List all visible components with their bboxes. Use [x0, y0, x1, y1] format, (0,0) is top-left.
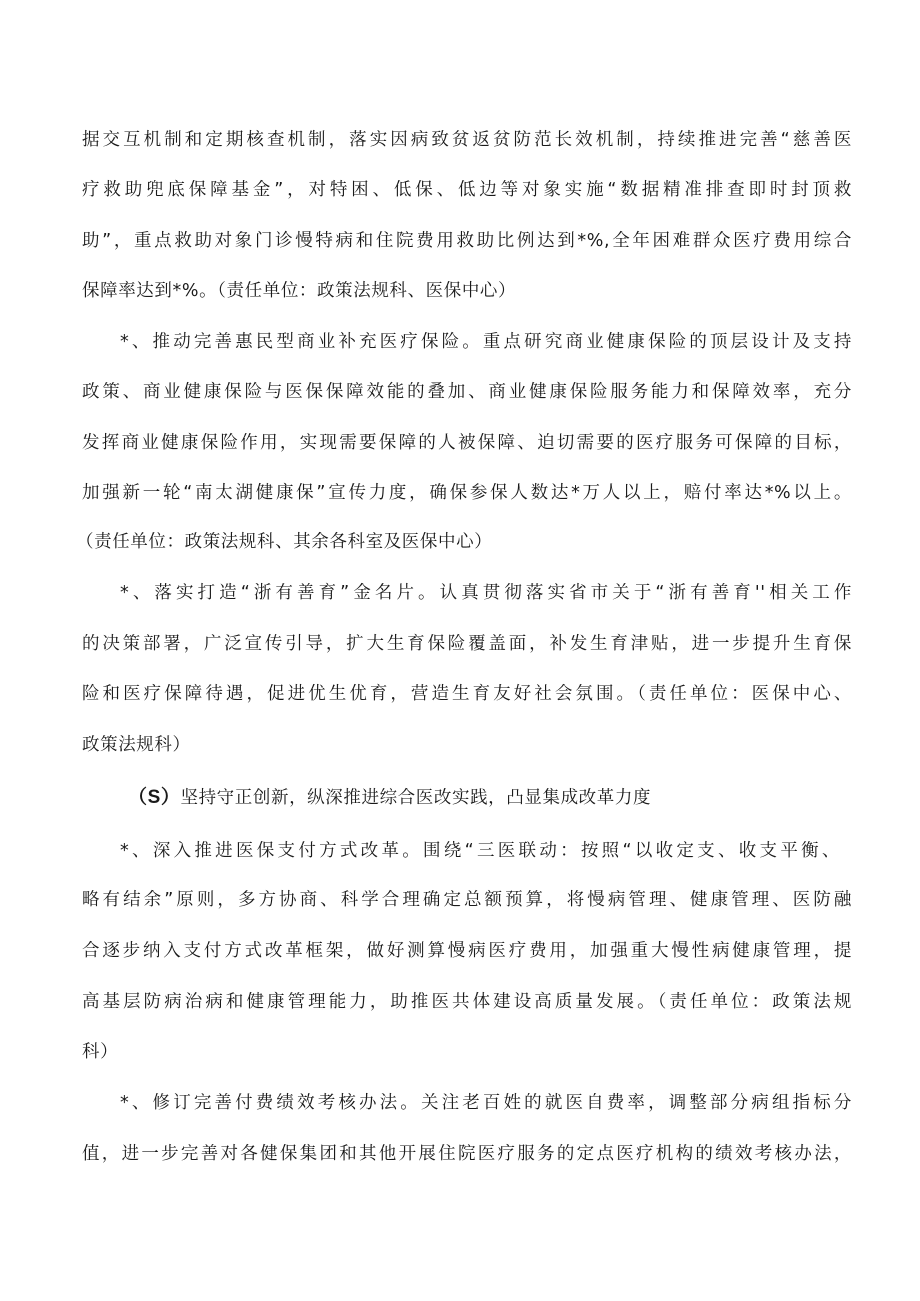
paragraph-2-line-2: 政策、商业健康保险与医保保障效能的叠加、商业健康保险服务能力和保障效率，充分	[82, 382, 852, 402]
paragraph-4-line-1: *、深入推进医保支付方式改革。围绕“三医联动：按照“以收定支、收支平衡、	[120, 841, 840, 861]
paragraph-4-line-3: 合逐步纳入支付方式改革框架，做好测算慢病医疗费用，加强重大慢性病健康管理，提	[82, 941, 852, 961]
paragraph-3-line-2: 的决策部署，广泛宣传引导，扩大生育保险覆盖面，补发生育津贴，进一步提升生育保	[82, 634, 852, 654]
paragraph-4-line-5: 科）	[82, 1042, 119, 1062]
paragraph-1-line-4: 保障率达到*%。（责任单位：政策法规科、医保中心）	[82, 281, 517, 301]
paragraph-2-line-3: 发挥商业健康保险作用，实现需要保障的人被保障、迫切需要的医疗服务可保障的目标，	[82, 433, 852, 453]
section-heading-text: 坚持守正创新，纵深推进综合医改实践，凸显集成改革力度	[180, 788, 652, 808]
paragraph-5-line-2: 值，进一步完善对各健保集团和其他开展住院医疗服务的定点医疗机构的绩效考核办法，	[82, 1144, 852, 1164]
paragraph-1-line-1: 据交互机制和定期核查机制，落实因病致贫返贫防范长效机制，持续推进完善“慈善医	[82, 130, 852, 150]
paragraph-4-line-4: 高基层防病治病和健康管理能力，助推医共体建设高质量发展。（责任单位：政策法规	[82, 992, 852, 1012]
section-heading	[128, 783, 828, 813]
paragraph-3-line-1: *、落实打造“浙有善育”金名片。认真贯彻落实省市关于“浙有善育''相关工作	[120, 583, 852, 603]
paragraph-2-line-1: *、推动完善惠民型商业补充医疗保险。重点研究商业健康保险的顶层设计及支持	[120, 332, 852, 352]
paragraph-4-line-2: 略有结余”原则，多方协商、科学合理确定总额预算，将慢病管理、健康管理、医防融	[82, 890, 852, 910]
paragraph-2-line-4: 加强新一轮“南太湖健康保”宣传力度，确保参保人数达*万人以上，赔付率达*%以上。	[82, 483, 852, 503]
section-heading-label: （S）	[128, 787, 181, 808]
paragraph-1-line-2: 疗救助兜底保障基金”，对特困、低保、低边等对象实施“数据精准排查即时封顶救	[82, 180, 852, 200]
paragraph-5-line-1: *、修订完善付费绩效考核办法。关注老百姓的就医自费率，调整部分病组指标分	[120, 1093, 852, 1113]
paragraph-3-line-4: 政策法规科）	[82, 735, 191, 755]
paragraph-2-line-5: （责任单位：政策法规科、其余各科室及医保中心）	[76, 532, 493, 552]
paragraph-1-line-3: 助”，重点救助对象门诊慢特病和住院费用救助比例达到*%,全年困难群众医疗费用综合	[82, 231, 852, 251]
paragraph-3-line-3: 险和医疗保障待遇，促进优生优育，营造生育友好社会氛围。（责任单位：医保中心、	[82, 684, 852, 704]
